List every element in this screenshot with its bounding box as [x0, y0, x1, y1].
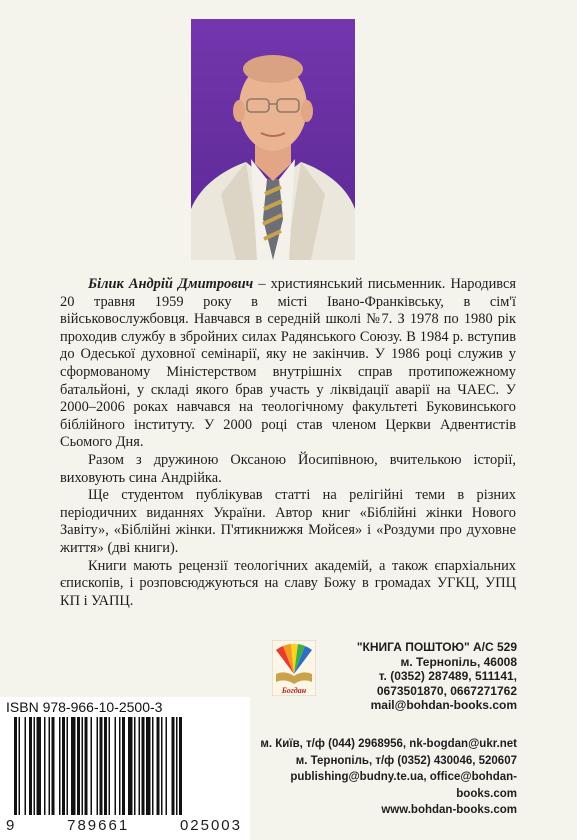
- contact-emails: publishing@budny.te.ua, office@bohdan-books.com: [290, 771, 517, 800]
- bio-paragraph-4: Книги мають рецензії теологічних академій, а також єпархіальних єпископів, і розповсюджуються на славу Божу в громадах УГКЦ, УПЦ КП і УАПЦ.: [60, 557, 516, 609]
- publisher-phones: т. (0352) 287489, 511141,: [378, 669, 517, 684]
- bio-paragraph-1: [60, 276, 516, 452]
- publisher-mobiles: 0673501870, 0667271762: [376, 683, 517, 698]
- barcode: [14, 717, 238, 815]
- bio-paragraph-2: Разом з дружиною Оксаною Йосипівною, вчителькою історії, виховують сина Андрійка.: [60, 451, 516, 486]
- author-portrait: [191, 19, 355, 260]
- contact-website: www.bohdan-books.com: [381, 804, 517, 816]
- contact-kyiv: м. Київ, т/ф (044) 2968956, nk-bogdan@ukr.net: [260, 738, 517, 750]
- isbn-barcode-block: [0, 697, 250, 840]
- author-photo: [191, 19, 355, 260]
- contact-ternopil: м. Тернопіль, т/ф (0352) 430046, 520607: [295, 754, 517, 767]
- publisher-info: [287, 640, 517, 713]
- isbn-digit-group-2: 789661: [67, 817, 130, 834]
- isbn-digits: [6, 817, 242, 834]
- bio-paragraph-1-text: – християнський письменник. Народився 20 травня 1959 року в місті Івано-Франківську, в сім'ї військовослужбовця. Навчався в середній школі №7. З 1978 по 1980 рік проходив службу в збройних силах Радянського Союзу. В 1984 р. вступив до Одеської духовної семінарії, яку не закінчив. У 1986 році служив у сформованому Міністерством внутрішніх справ протипожежному батальйоні, у складі якого брав участь у ліквідації аварії на ЧАЕС. У 2000–2006 роках навчався на теологічному факультеті Буковинського біблійного інституту. У 2000 році став членом Церкви Адвентистів Сьомого Дня.: [60, 276, 516, 451]
- isbn-label: ISBN 978-966-10-2500-3: [6, 699, 163, 715]
- bio-paragraph-3: Ще студентом публікував статті на релігійні теми в різних періодичних виданнях України. Автор книг «Біблійні жінки Нового Завіту», «Біблійні жінки. П'ятикнижжя Мойсея» і «Роздуми про духовне життя» (дві книги).: [60, 487, 516, 556]
- publisher-name: "КНИГА ПОШТОЮ" А/С 529: [356, 640, 517, 654]
- publisher-contacts: [237, 736, 517, 819]
- publisher-email: mail@bohdan-books.com: [370, 698, 517, 713]
- author-biography: [60, 276, 516, 610]
- author-name: Білик Андрій Дмитрович: [88, 276, 254, 292]
- isbn-digit-group-1: 9: [6, 817, 17, 834]
- isbn-digit-group-3: 025003: [179, 817, 242, 834]
- svg-text:Богдан: Богдан: [281, 686, 307, 695]
- publisher-city: м. Тернопіль, 46008: [400, 654, 517, 669]
